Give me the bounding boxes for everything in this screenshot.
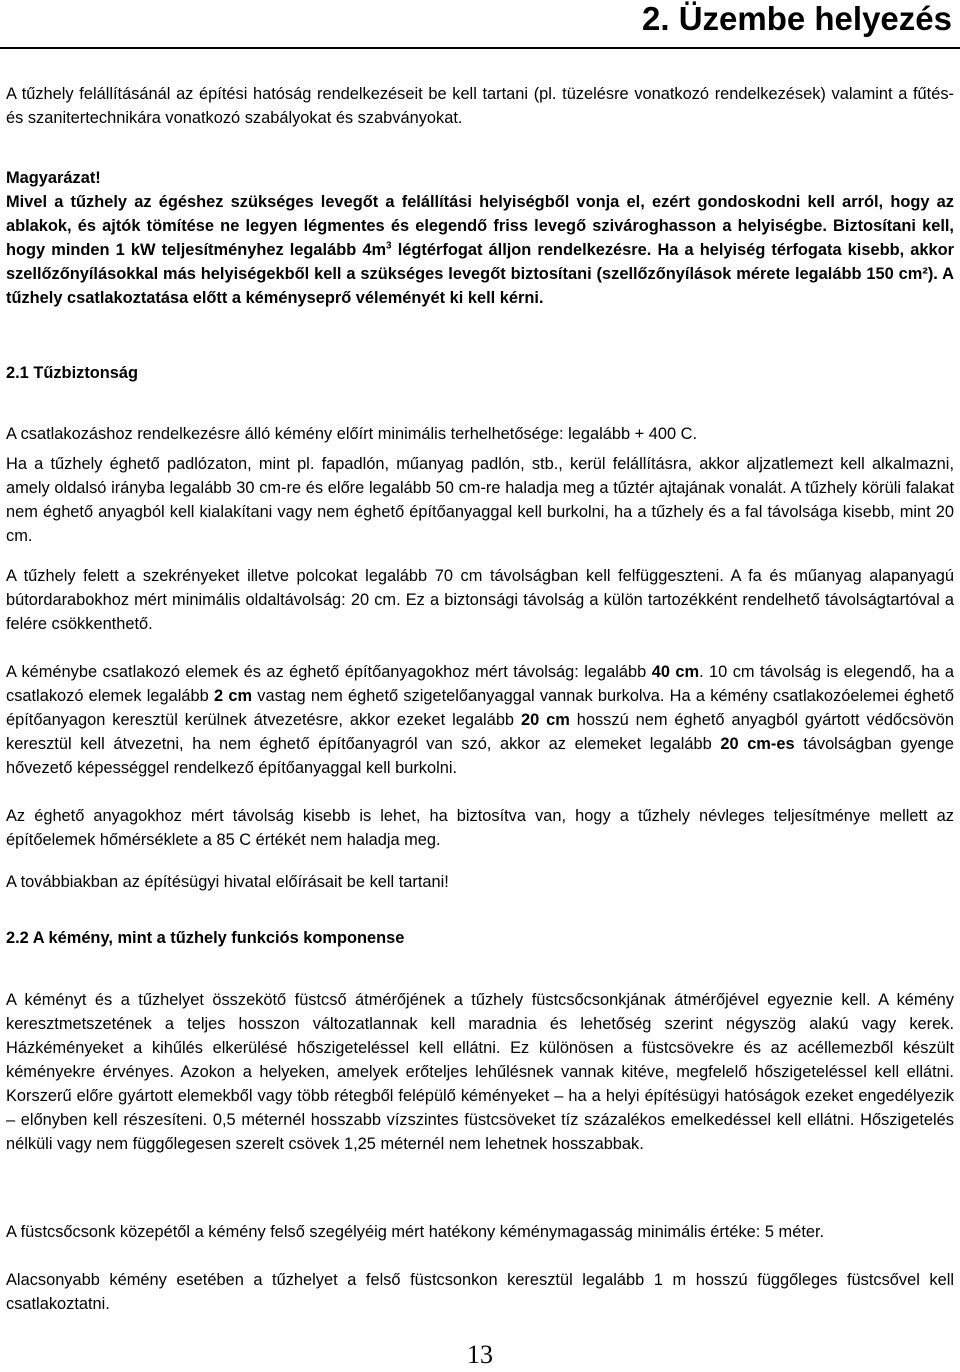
intro-paragraph: A tűzhely felállításánál az építési hatóság rendelkezéseit be kell tartani (pl. tüzelésre vonatkozó rendelkezések) valamint a fűtés- és szanitertechnikára vonatkozó szabályokat és szabványokat. <box>6 85 954 127</box>
p4-text-2: . 10 cm távolság is elegendő, ha a csatlakozó elemek legalább <box>6 663 954 705</box>
title-divider <box>0 47 960 49</box>
p4-bold-4: 20 cm-es <box>720 735 795 753</box>
explanation-text-b: légtérfogat álljon rendelkezésre. Ha a helyiség térfogata kisebb, akkor szellőzőnyílásokkal más helyiségekből kell a szükséges levegőt biztosítani (szellőzőnyílások mérete legalább 150 cm²). A tűzhely csatlakoztatása előtt a kéményseprő véleményét ki kell kérni. <box>6 241 954 307</box>
section-2-1-p1: A csatlakozáshoz rendelkezésre álló kémény előírt minimális terhelhetősége: legalább + 400 C. <box>6 425 698 443</box>
section-2-2-p2: A füstcsőcsonk közepétől a kémény felső szegélyéig mért hatékony kéménymagasság minimális értéke: 5 méter. <box>6 1223 825 1241</box>
p4-text-1: A kéménybe csatlakozó elemek és az éghető építőanyagokhoz mért távolság: legalább <box>6 663 652 681</box>
section-2-1-p5: Az éghető anyagokhoz mért távolság kisebb is lehet, ha biztosítva van, hogy a tűzhely névleges teljesítménye mellett az építőelemek hőmérséklete a 85 C értékét nem haladja meg. <box>6 807 954 849</box>
section-2-1-heading: 2.1 Tűzbiztonság <box>6 364 139 382</box>
section-2-1-p4 <box>6 660 954 780</box>
explanation-heading: Magyarázat! <box>6 169 101 187</box>
superscript-3: 3 <box>386 240 392 252</box>
p4-text-4: hosszú nem éghető anyagból gyártott védőcsövön keresztül kell átvezetni, ha nem éghető építőanyagról van szó, akkor az elemeket legalább <box>6 711 954 753</box>
section-2-2-p1: A kéményt és a tűzhelyet összekötő füstcső átmérőjének a tűzhely füstcsőcsonkjának átmérőjével egyeznie kell. A kémény keresztmetszetének a teljes hosszon változatlannak kell maradnia és lehetőség szerint négyszög alakú vagy kerek. Házkéményeket a kihűlés elkerülésé hőszigeteléssel kell ellátni. Ez különösen a füstcsövekre és az acéllemezből készült kéményekre érvényes. Azokon a helyeken, amelyek erőteljes lehűlésnek vannak kitéve, megfelelő hőszigeteléssel kell ellátni. Korszerű előre gyártott elemekből vagy több rétegből felépülő kéményeket – ha a helyi építésügyi hatóságok ezeket engedélyezik – előnyben kell részesíteni. 0,5 méternél hosszabb vízszintes füstcsöveket tíz százalékos emelkedéssel kell ellátni. Hőszigetelés nélküli vagy nem függőlegesen szerelt csövek 1,25 méternél nem lehetnek hosszabbak. <box>6 991 954 1153</box>
explanation-paragraph <box>6 166 954 310</box>
section-2-1-p3: A tűzhely felett a szekrényeket illetve polcokat legalább 70 cm távolságban kell felfüggeszteni. A fa és műanyag alapanyagú bútordarabokhoz mért minimális oldaltávolság: 20 cm. Ez a biztonsági távolság a külön tartozékként rendelhető távolságtartóval a felére csökkenthető. <box>6 567 954 633</box>
section-2-2-p3: Alacsonyabb kémény esetében a tűzhelyet a felső füstcsonkon keresztül legalább 1 m hosszú függőleges füstcsővel kell csatlakoztatni. <box>6 1271 954 1313</box>
page-title: 2. Üzembe helyezés <box>642 0 952 37</box>
p4-bold-1: 40 cm <box>651 663 700 681</box>
p4-bold-2: 2 cm <box>214 687 253 705</box>
section-2-1-p2: Ha a tűzhely éghető padlózaton, mint pl. fapadlón, műanyag padlón, stb., kerül felállításra, akkor aljzatlemezt kell alkalmazni, amely oldalsó irányba legalább 30 cm-re és előre legalább 50 cm-re haladja meg a tűztér ajtajának vonalát. A tűzhely körüli falakat nem éghető anyagból kell kialakítani vagy nem éghető építőanyaggal kell burkolni, ha a tűzhely és a fal távolsága kisebb, mint 20 cm. <box>6 455 954 545</box>
p4-text-3: vastag nem éghető szigetelőanyaggal vannak burkolva. Ha a kémény csatlakozóelemei éghető építőanyagon keresztül kerülnek átvezetésre, akkor ezeket legalább <box>6 687 954 729</box>
p4-bold-3: 20 cm <box>520 711 570 729</box>
explanation-text-a: Mivel a tűzhely az égéshez szükséges levegőt a felállítási helyiségből vonja el, ezért gondoskodni kell arról, hogy az ablakok, és ajtók tömítése ne legyen légmentes és elegendő friss levegő szivároghasson a helyiségbe. Biztosítani kell, hogy minden 1 kW teljesítményhez legalább 4m <box>6 193 954 259</box>
section-2-1-p6: A továbbiakban az építésügyi hivatal előírásait be kell tartani! <box>6 873 449 891</box>
p4-text-5: távolságban gyenge hővezető képességgel rendelkező építőanyaggal kell burkolni. <box>6 735 954 777</box>
page-number: 13 <box>467 1340 493 1369</box>
section-2-2-heading: 2.2 A kémény, mint a tűzhely funkciós komponense <box>6 929 405 947</box>
